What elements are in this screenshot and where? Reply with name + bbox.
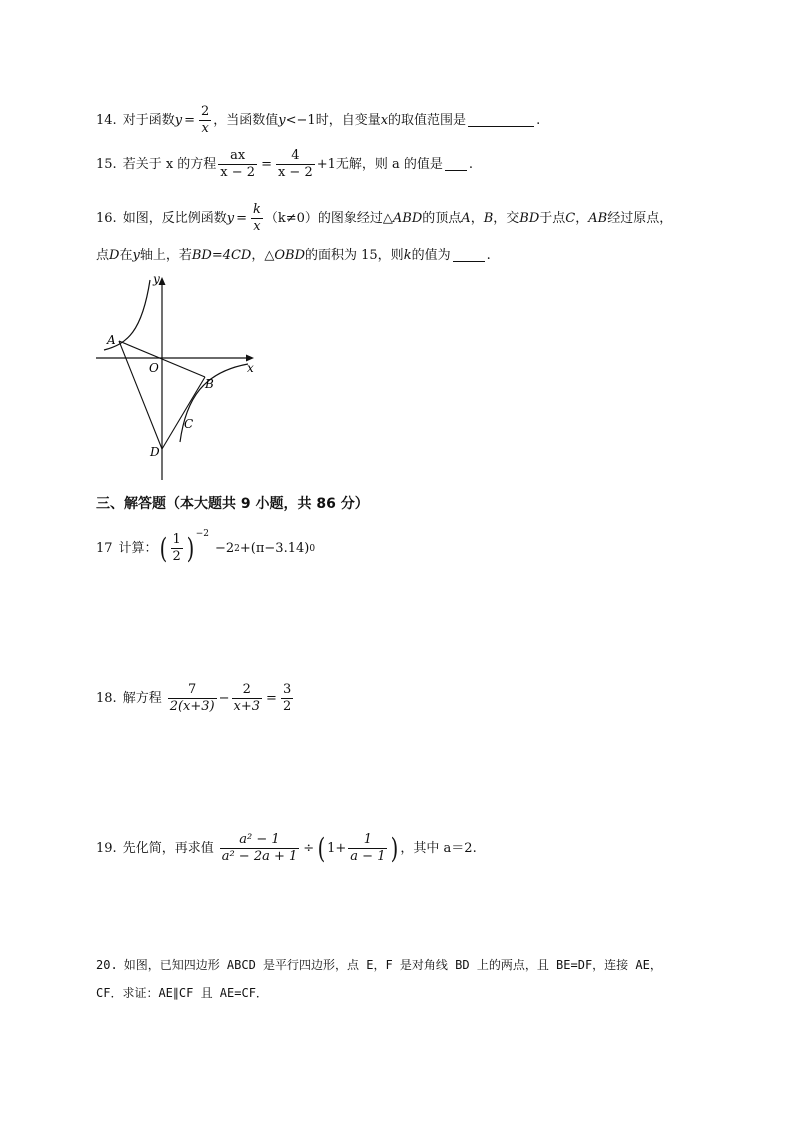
question-20 [96, 958, 662, 972]
triangle-name: OBD [274, 248, 305, 263]
question-text: 时，自变量 [315, 112, 381, 128]
question-text: 如图，反比例函数 [122, 210, 227, 226]
term: +(π−3.14) [239, 540, 310, 556]
equals-sign: = [236, 210, 247, 226]
denominator: x − 2 [220, 165, 256, 181]
point-c: C [565, 210, 576, 226]
denominator: x [201, 121, 209, 137]
question-number: 17 [96, 540, 113, 556]
equals-sign: = [266, 690, 277, 706]
denominator: 2 [172, 549, 181, 565]
segment-bd [162, 377, 205, 449]
equals-sign: = [261, 156, 272, 172]
fraction [168, 682, 217, 716]
question-16-line-2 [96, 248, 491, 264]
numerator: 2 [242, 682, 251, 697]
left-paren: ( [317, 831, 326, 865]
question-text: 的取值范围是 [388, 112, 467, 128]
segment-bd: BD [519, 210, 540, 226]
question-text: 若关于 x 的方程 [122, 156, 217, 172]
question-text: 解方程 [122, 690, 162, 706]
question-text: ，当函数值 [213, 112, 279, 128]
condition: （k≠0） [264, 210, 318, 226]
label-b: B [205, 377, 214, 391]
question-text: 的值为 [411, 248, 451, 263]
point-d: D [109, 248, 120, 263]
denominator: a² − 2a + 1 [221, 849, 298, 865]
numerator: 1 [363, 832, 373, 847]
numerator: k [252, 202, 261, 217]
numerator: 1 [172, 532, 181, 547]
question-text: 在 [119, 248, 133, 263]
variable-x: x [380, 112, 389, 128]
denominator: x − 2 [277, 165, 313, 181]
question-text: 无解，则 a 的值是 [335, 156, 443, 172]
period: . [536, 112, 541, 128]
hyperbola-figure [92, 272, 262, 482]
question-18 [96, 682, 295, 716]
denominator: x+3 [233, 699, 261, 715]
segment-ad [119, 341, 162, 449]
point-b: B [483, 210, 494, 226]
question-number: 19. [96, 840, 117, 856]
numerator: ax [230, 148, 246, 163]
equals-sign: = [184, 112, 195, 128]
fraction [232, 682, 263, 716]
question-16 [96, 202, 672, 236]
question-text: 于点 [539, 210, 566, 226]
term: 1+ [327, 840, 347, 856]
numerator: 2 [200, 104, 210, 119]
fraction [348, 832, 387, 866]
question-text: ，其中 a＝2. [400, 840, 477, 856]
triangle-name: ABD [392, 210, 423, 226]
question-text: 计算： [118, 540, 158, 556]
minus-sign: − [218, 690, 230, 706]
answer-blank[interactable] [445, 158, 467, 171]
question-number: 20. [96, 958, 118, 972]
question-19 [96, 832, 477, 866]
label-o: O [149, 361, 159, 375]
denominator: 2 [282, 699, 292, 715]
fraction [171, 532, 183, 566]
fraction [281, 682, 293, 716]
question-text: 的顶点 [422, 210, 462, 226]
variable-y: y [226, 210, 235, 226]
denominator: 2(x+3) [169, 699, 215, 715]
question-number: 15. [96, 156, 117, 172]
separator: ， [575, 210, 589, 226]
fraction [251, 202, 263, 236]
section-title: 三、解答题（本大题共 9 小题，共 86 分） [96, 496, 369, 512]
question-text: ，交 [493, 210, 520, 226]
denominator: x [253, 219, 261, 235]
right-paren: ) [391, 831, 399, 865]
question-17: 17 计算： ( $\frac{1}{2}$ ) −2 −2 2 +(π−3.14) 0 [96, 529, 316, 565]
period: . [468, 156, 474, 172]
divide-sign: ÷ [303, 840, 315, 856]
question-20-line-2: CF．求证：AE∥CF 且 AE=CF． [96, 986, 268, 1000]
question-number: 18. [96, 690, 117, 706]
question-text: 经过原点， [607, 210, 673, 226]
question-text: ，△ [251, 248, 275, 263]
label-d: D [150, 445, 160, 459]
question-text: 的面积为 15，则 [305, 248, 404, 263]
answer-blank[interactable] [468, 114, 534, 127]
period: . [486, 248, 491, 263]
right-paren: ) [186, 531, 195, 565]
segment-ab: AB [588, 210, 608, 226]
question-number: 16. [96, 210, 117, 226]
question-number: 14. [96, 112, 117, 128]
variable-k: k [403, 248, 412, 263]
fraction [276, 148, 315, 182]
label-a: A [107, 333, 116, 347]
question-15 [96, 148, 473, 182]
label-y: y [153, 272, 160, 286]
numerator: 3 [282, 682, 292, 697]
left-paren: ( [159, 531, 167, 565]
plus-term: +1 [316, 156, 336, 172]
variable-y: y [132, 248, 140, 263]
variable-y: y [174, 112, 183, 128]
separator: ， [470, 210, 484, 226]
denominator: a − 1 [350, 849, 386, 865]
variable-y: y [278, 112, 286, 128]
term: −2 [215, 540, 235, 556]
fraction [218, 148, 257, 182]
point-a: A [461, 210, 471, 226]
question-14 [96, 104, 540, 138]
label-c: C [184, 417, 194, 431]
question-text: 对于函数 [122, 112, 175, 128]
numerator: 7 [188, 682, 197, 697]
answer-blank[interactable] [453, 249, 485, 262]
numerator: a² − 1 [239, 832, 280, 847]
question-text: 轴上，若 [139, 248, 192, 263]
question-text: 如图，已知四边形 ABCD 是平行四边形，点 E，F 是对角线 BD 上的两点，且 BE=DF，连接 AE， [123, 958, 662, 972]
question-text: 先化简，再求值 [122, 840, 214, 856]
relation: BD=4CD [191, 248, 252, 263]
fraction [220, 832, 300, 866]
label-x: x [247, 361, 254, 375]
question-text: 点 [96, 248, 110, 263]
question-text: 的图象经过△ [317, 210, 393, 226]
fraction [199, 104, 211, 138]
numerator: 4 [291, 148, 300, 163]
condition: <−1 [285, 112, 316, 128]
